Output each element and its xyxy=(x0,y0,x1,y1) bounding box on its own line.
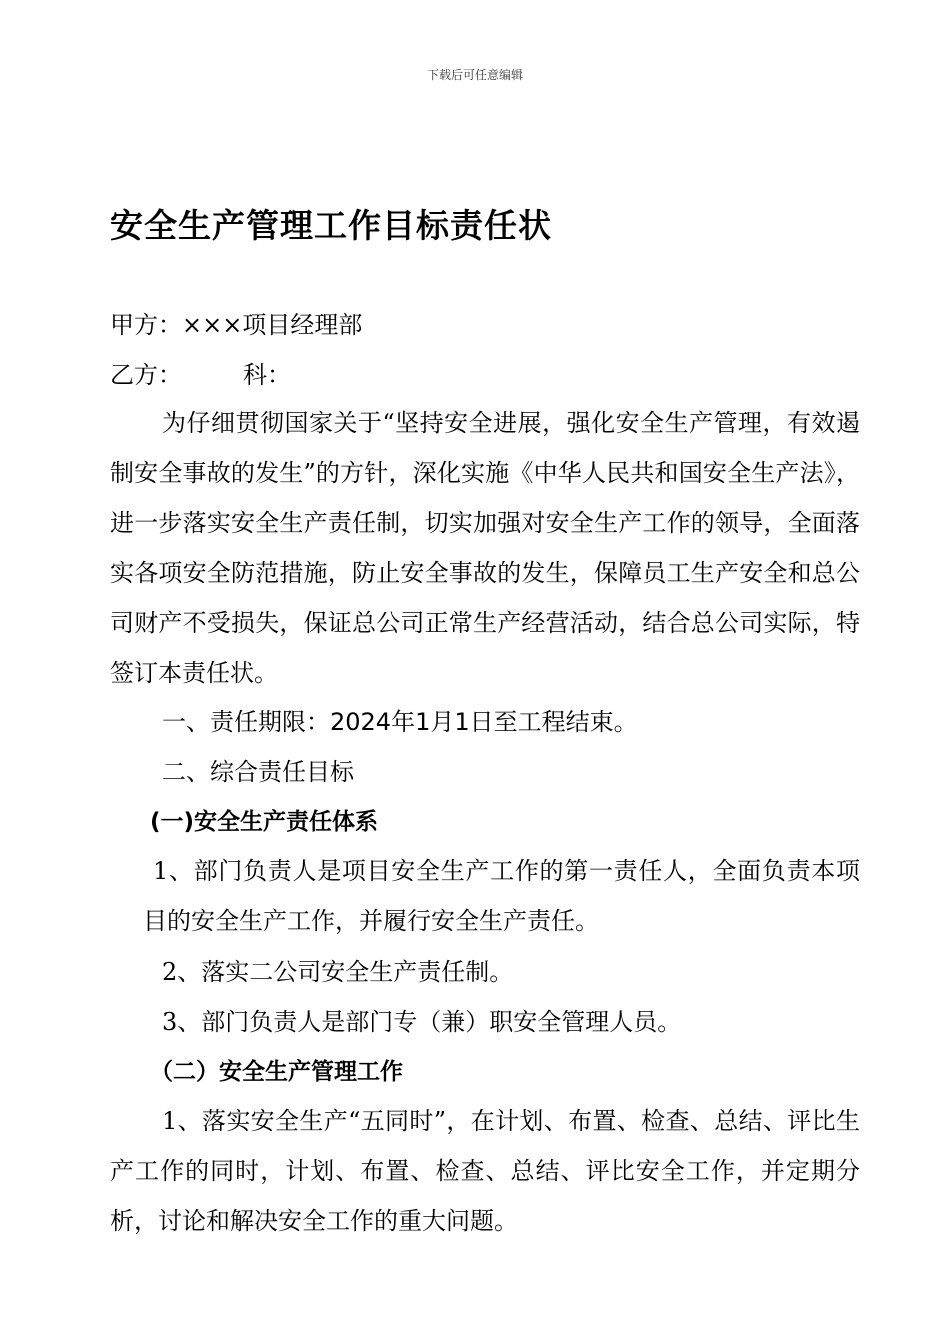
subsection-1-heading: (一)安全生产责任体系 xyxy=(150,809,379,835)
section-1-term: 一、责任期限：2024年1月1日至工程结束。 xyxy=(162,708,638,736)
subsection-1-item-1: 1、部门负责人是项目安全生产工作的第一责任人，全面负责本项目的安全生产工作，并履行安全生产责任。 xyxy=(143,857,860,935)
subsection-1-item-2: 2、落实二公司安全生产责任制。 xyxy=(162,958,514,986)
intro-paragraph: 为仔细贯彻国家关于“坚持安全进展，强化安全生产管理，有效遏制安全事故的发生”的方针，深化实施《中华人民共和国安全生产法》，进一步落实安全生产责任制，切实加强对安全生产工作的领导，全面落实各项安全防范措施，防止安全事故的发生，保障员工生产安全和总公司财产不受损失，保证总公司正常生产经营活动，结合总公司实际，特签订本责任状。 xyxy=(110,409,860,687)
party-b: 乙方： 科： xyxy=(110,361,292,389)
subsection-2-item-1: 1、落实安全生产“五同时”，在计划、布置、检查、总结、评比生产工作的同时，计划、布置、检查、总结、评比安全工作，并定期分析，讨论和解决安全工作的重大问题。 xyxy=(110,1107,860,1235)
party-a: 甲方：×××项目经理部 xyxy=(110,311,363,339)
section-2-heading: 二、综合责任目标 xyxy=(162,758,354,786)
subsection-1-item-3: 3、部门负责人是部门专（兼）职安全管理人员。 xyxy=(162,1008,682,1036)
subsection-2-heading: （二）安全生产管理工作 xyxy=(150,1059,403,1085)
page-header: 下载后可任意编辑 xyxy=(426,68,523,82)
document-title: 安全生产管理工作目标责任状 xyxy=(110,206,552,245)
